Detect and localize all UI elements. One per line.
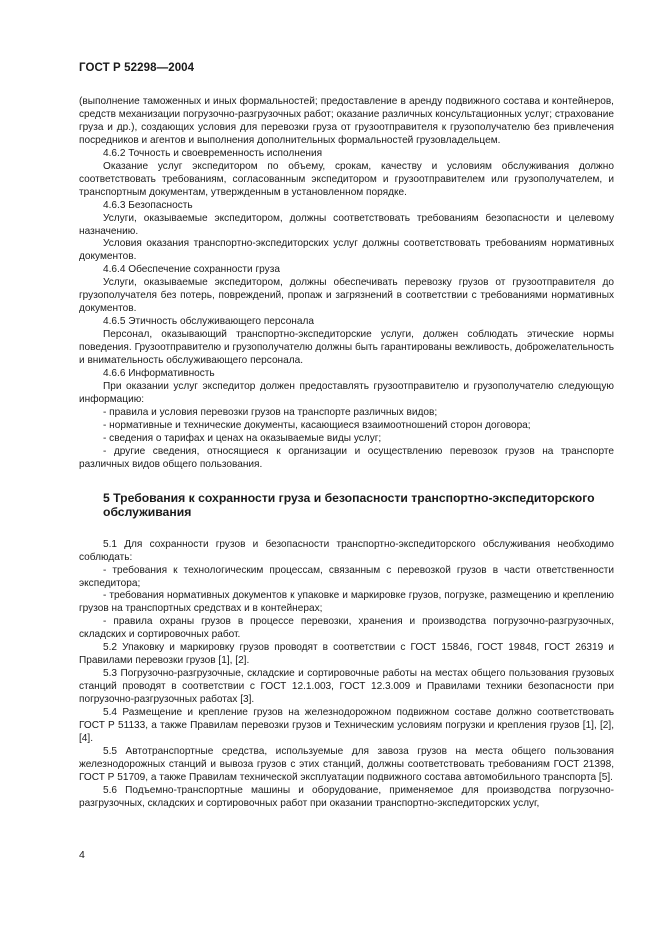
document-body <box>79 96 614 811</box>
body-paragraph: Услуги, оказываемые экспедитором, должны обеспечивать перевозку грузов от грузоотправителя до грузополучателя без потерь, повреждений, пропаж и загрязнений в соответствии с требованиями нормативных документов. <box>79 277 614 315</box>
body-paragraph: 4.6.2 Точность и своевременность исполнения <box>103 147 323 159</box>
body-paragraph: - требования к технологическим процессам, связанным с перевозкой грузов в части ответственности экспедитора; <box>79 564 614 589</box>
body-paragraph: - правила и условия перевозки грузов на транспорте различных видов; <box>103 406 438 418</box>
body-paragraph: 5.5 Автотранспортные средства, используемые для завоза грузов на места общего пользования железнодорожных станций и вывоза грузов с этих станций, должны соответствовать требованиям ГОСТ 21398, ГОСТ Р 51709, а также Правилам технической эксплуатации подвижного состава автомобильного транспорта [5]. <box>79 745 614 783</box>
body-paragraph: - правила охраны грузов в процессе перевозки, хранения и производства погрузочно-разгрузочных, складских и сортировочных работ. <box>79 616 614 641</box>
body-paragraph: - требования нормативных документов к упаковке и маркировке грузов, погрузке, размещению и креплению грузов на транспортных средствах и в контейнерах; <box>79 590 614 615</box>
body-paragraph: При оказании услуг экспедитор должен предоставлять грузоотправителю и грузополучателю следующую информацию: <box>79 380 614 405</box>
body-paragraph: Условия оказания транспортно-экспедиторских услуг должны соответствовать требованиям нормативных документов. <box>79 238 614 263</box>
body-paragraph: 5.1 Для сохранности грузов и безопасности транспортно-экспедиторского обслуживания необходимо соблюдать: <box>79 538 614 563</box>
body-paragraph: Персонал, оказывающий транспортно-экспедиторские услуги, должен соблюдать этические нормы поведения. Грузоотправителю и грузополучателю должны быть гарантированы вежливость, доброжелательность и внимательность обслуживающего персонала. <box>79 329 614 367</box>
body-paragraph: - сведения о тарифах и ценах на оказываемые виды услуг; <box>103 432 382 444</box>
section-heading: 5 Требования к сохранности груза и безопасности транспортно-экспедиторского обслуживания <box>103 490 595 520</box>
page-number: 4 <box>79 849 85 861</box>
document-header: ГОСТ Р 52298—2004 <box>79 62 195 74</box>
body-paragraph: (выполнение таможенных и иных формальностей; предоставление в аренду подвижного состава и контейнеров, средств механизации погрузочно-разгрузочных работ; оказание различных консультационных услуг; страхование груза и др.), создающих условия для перевозки груза от грузоотправителя к грузополучателю без привлечения посредников и агентов и выполнения дополнительных формальностей грузовладельцем. <box>79 96 614 146</box>
body-paragraph: 4.6.4 Обеспечение сохранности груза <box>103 264 280 276</box>
body-paragraph: 5.6 Подъемно-транспортные машины и оборудование, применяемое для производства погрузочно-разгрузочных, складских и сортировочных работ при оказании транспортно-экспедиторских услуг, <box>79 784 614 809</box>
body-paragraph: - другие сведения, относящиеся к организации и осуществлению перевозок грузов на транспорте различных видов общего пользования. <box>79 445 614 470</box>
body-paragraph: 4.6.3 Безопасность <box>103 199 193 211</box>
body-paragraph: 5.3 Погрузочно-разгрузочные, складские и сортировочные работы на местах общего пользования грузовых станций проводят в соответствии с ГОСТ 12.1.003, ГОСТ 12.3.009 и Правилами техники безопасности при погрузочно-разгрузочных работах [3]. <box>79 668 614 706</box>
body-paragraph: 5.4 Размещение и крепление грузов на железнодорожном подвижном составе должно соответствовать ГОСТ Р 51133, а также Правилам перевозки грузов и Техническим условиям погрузки и крепления грузов [1], [2], [4]. <box>79 707 614 744</box>
body-paragraph: 5.2 Упаковку и маркировку грузов проводят в соответствии с ГОСТ 15846, ГОСТ 19848, ГОСТ 26319 и Правилами перевозки грузов [1], [2]. <box>79 642 614 667</box>
body-paragraph: 4.6.5 Этичность обслуживающего персонала <box>103 316 314 328</box>
body-paragraph: Услуги, оказываемые экспедитором, должны соответствовать требованиям безопасности и целевому назначению. <box>79 212 614 237</box>
body-paragraph: Оказание услуг экспедитором по объему, срокам, качеству и условиям обслуживания должно соответствовать требованиям, согласованным экспедитором и грузоотправителем или грузополучателем, и транспортным документам, утвержденным в установленном порядке. <box>79 160 614 198</box>
body-paragraph: - нормативные и технические документы, касающиеся взаимоотношений сторон договора; <box>103 419 531 431</box>
body-paragraph: 4.6.6 Информативность <box>103 368 215 380</box>
